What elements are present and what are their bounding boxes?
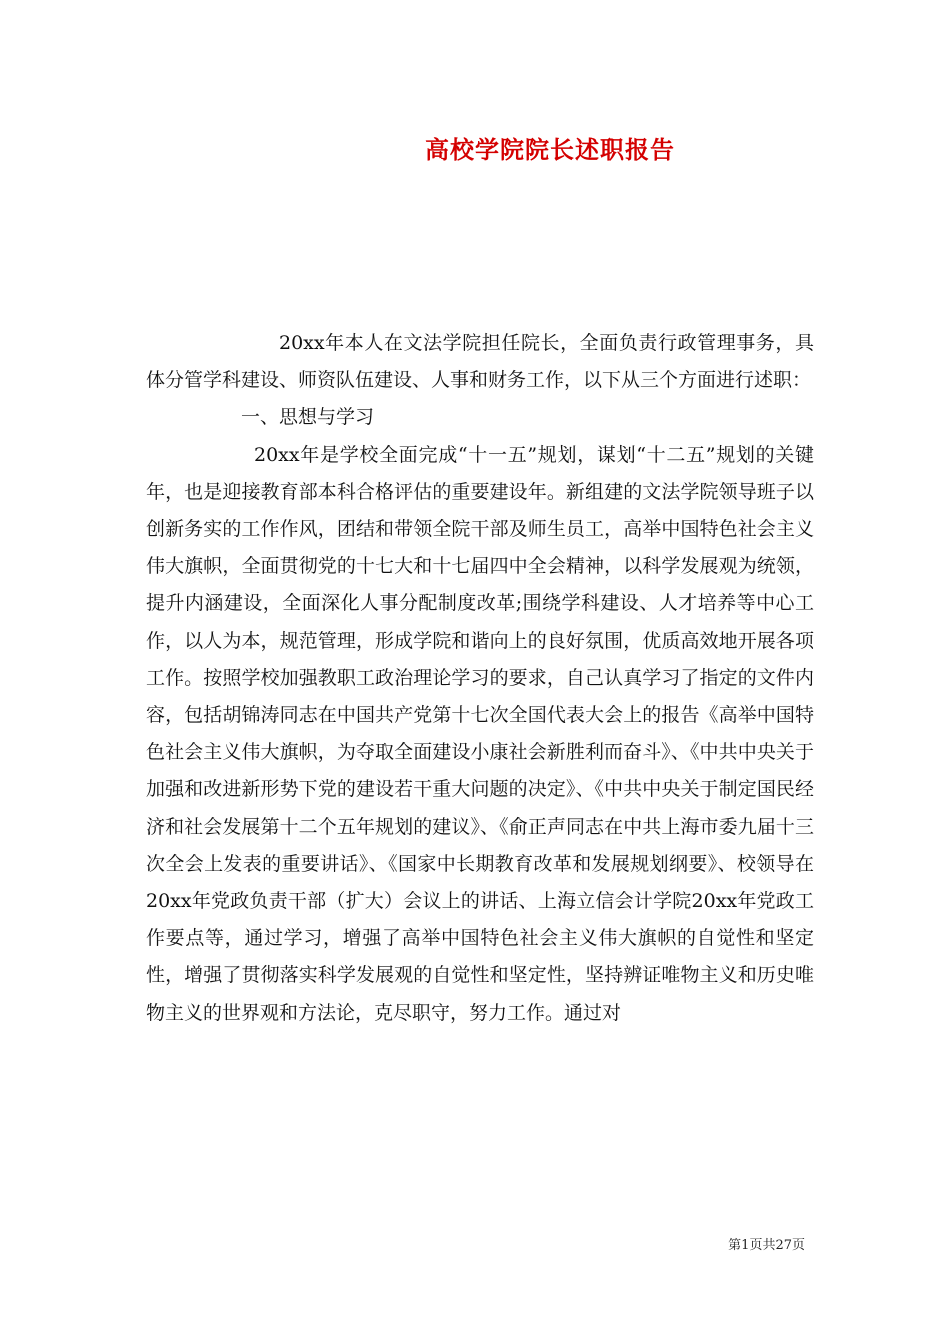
- intro-paragraph: 20xx年本人在文法学院担任院长，全面负责行政管理事务，具体分管学科建设、师资队伍建设、人事和财务工作，以下从三个方面进行述职：: [146, 332, 814, 392]
- document-body: [146, 325, 814, 1032]
- main-paragraph: 20xx年是学校全面完成“十一五”规划，谋划“十二五”规划的关键年，也是迎接教育部本科合格评估的重要建设年。新组建的文法学院领导班子以创新务实的工作作风，团结和带领全院干部及师生员工，高举中国特色社会主义伟大旗帜，全面贯彻党的十七大和十七届四中全会精神，以科学发展观为统领，提升内涵建设，全面深化人事分配制度改革;围绕学科建设、人才培养等中心工作，以人为本，规范管理，形成学院和谐向上的良好氛围，优质高效地开展各项工作。按照学校加强教职工政治理论学习的要求，自己认真学习了指定的文件内容，包括胡锦涛同志在中国共产党第十七次全国代表大会上的报告《高举中国特色社会主义伟大旗帜，为夺取全面建设小康社会新胜利而奋斗》、《中共中央关于加强和改进新形势下党的建设若干重大问题的决定》、《中共中央关于制定国民经济和社会发展第十二个五年规划的建议》、《俞正声同志在中共上海市委九届十三次全会上发表的重要讲话》、《国家中长期教育改革和发展规划纲要》、校领导在20xx年党政负责干部（扩大）会议上的讲话、上海立信会计学院20xx年党政工作要点等，通过学习，增强了高举中国特色社会主义伟大旗帜的自觉性和坚定性，增强了贯彻落实科学发展观的自觉性和坚定性，坚持辨证唯物主义和历史唯物主义的世界观和方法论，克尽职守，努力工作。通过对: [146, 443, 814, 1024]
- section-heading: 一、思想与学习: [241, 406, 375, 429]
- page-number: 第1页共27页: [728, 1238, 805, 1253]
- document-title: 高校学院院长述职报告: [425, 135, 675, 164]
